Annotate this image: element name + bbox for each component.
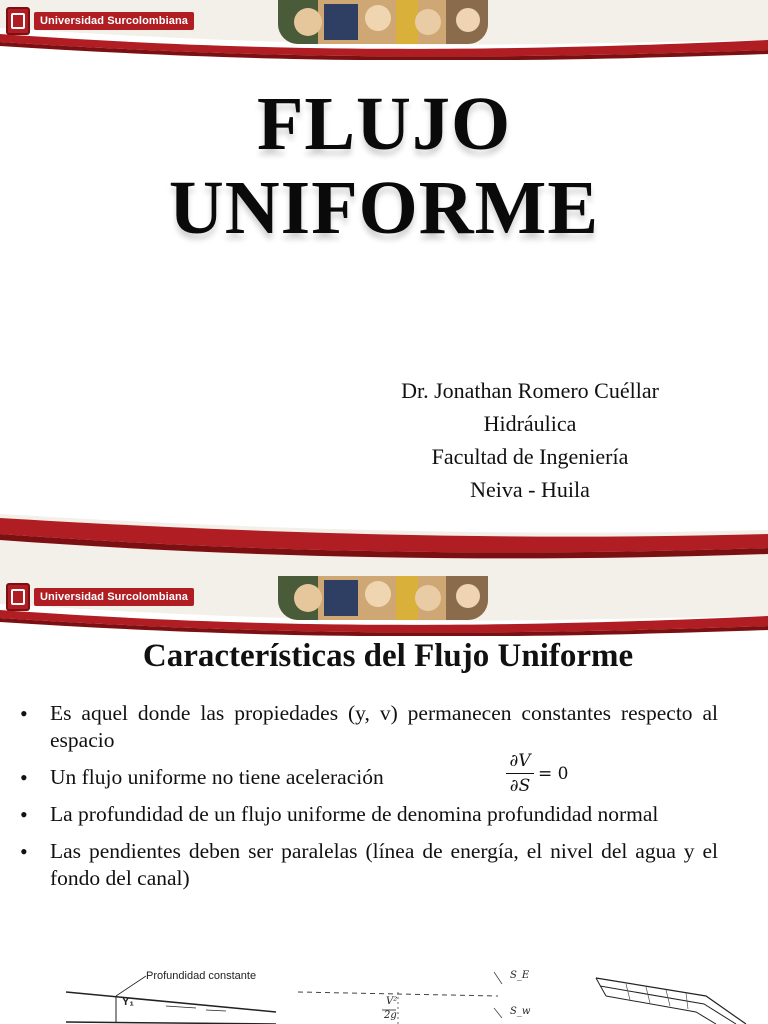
slide-title: Características del Flujo Uniforme [142, 638, 634, 674]
bullet-item [18, 700, 718, 754]
energy-line-diagram [298, 966, 531, 1024]
formula-denominator: ∂S [509, 776, 531, 796]
university-name: Universidad Surcolombiana [34, 588, 194, 606]
bullet-list [18, 700, 718, 902]
header-mural-image [278, 0, 488, 44]
bullet-text: Un flujo uniforme no tiene aceleración [50, 765, 384, 789]
velocity-head-denominator: 2g [384, 1010, 397, 1021]
university-logo [6, 582, 194, 612]
university-logo [6, 6, 194, 36]
bullet-item [18, 764, 718, 791]
water-slope-label: S_w [510, 1006, 531, 1017]
university-name: Universidad Surcolombiana [34, 12, 194, 30]
slide-header [0, 576, 768, 636]
content-slide [0, 576, 768, 1024]
bullet-item [18, 838, 718, 892]
slide-header [0, 0, 768, 60]
formula-rhs: = 0 [538, 764, 569, 784]
header-mural-image [278, 576, 488, 620]
formula-fraction [506, 751, 534, 796]
formula-numerator: ∂V [506, 751, 534, 774]
university-seal-icon [6, 7, 30, 35]
course-name: Hidráulica [483, 411, 577, 436]
title-line-1: FLUJO [256, 82, 512, 166]
constant-depth-label: Profundidad constante [146, 970, 257, 982]
bullet-text: La profundidad de un flujo uniforme de denomina profundidad normal [50, 802, 659, 826]
energy-slope-label: S_E [510, 970, 530, 981]
bullet-text: Es aquel donde las propiedades (y, v) permanecen constantes respecto al espacio [50, 701, 718, 752]
faculty-name: Facultad de Ingeniería [431, 444, 629, 469]
bullet-text: Las pendientes deben ser paralelas (línea de energía, el nivel del agua y el fondo del canal) [50, 839, 718, 890]
velocity-head-numerator: V² [386, 996, 398, 1007]
footer-swoosh [0, 508, 768, 576]
title-line-2: UNIFORME [168, 166, 600, 250]
bullet-item [18, 801, 718, 828]
acceleration-formula [506, 751, 586, 801]
location: Neiva - Huila [470, 477, 590, 502]
diagrams-strip [0, 966, 768, 1024]
university-seal-icon [6, 583, 30, 611]
author-info [340, 374, 720, 506]
depth-symbol: Y₁ [122, 996, 134, 1008]
author-name: Dr. Jonathan Romero Cuéllar [401, 378, 659, 403]
channel-perspective-diagram [586, 966, 756, 1024]
